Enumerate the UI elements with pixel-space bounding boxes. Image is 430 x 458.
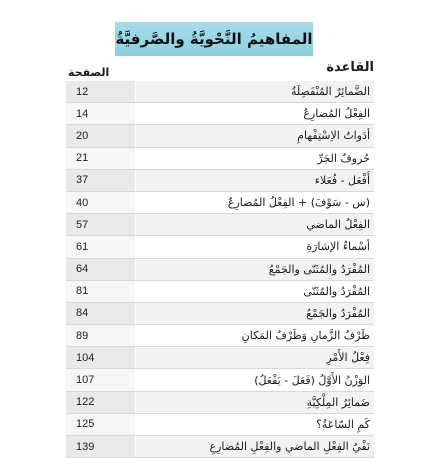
table-row — [66, 414, 374, 436]
rule-name: (س - سَوْفَ) + الفِعْلُ المُضارِعُ — [227, 196, 370, 210]
page-number: 139 — [66, 436, 136, 457]
table-row — [66, 281, 374, 303]
table-row — [66, 392, 374, 414]
rule-name: ظَرْفُ الزَّمانِ وَظَرْفُ المَكانِ — [241, 329, 370, 343]
page-number: 89 — [66, 325, 136, 346]
table-row — [66, 236, 374, 258]
page-number: 20 — [66, 125, 136, 146]
rule-name: الوَزْنُ الأَوَّلُ (فَعَلَ - يَفْعَلُ) — [254, 373, 370, 387]
rule-name: المُفْرَدُ والجَمْعُ — [306, 306, 370, 320]
page-number: 21 — [66, 148, 136, 169]
page-column-header: الصفحة — [68, 66, 110, 79]
rule-name: حُروفُ الجَرِّ — [317, 151, 370, 165]
rule-name: المُفْرَدُ والمُثَنّى — [303, 284, 370, 298]
page-number: 57 — [66, 214, 136, 235]
table-row — [66, 214, 374, 236]
page-number: 64 — [66, 259, 136, 280]
table-row — [66, 170, 374, 192]
title-banner — [115, 22, 313, 56]
page-number: 104 — [66, 347, 136, 368]
contents-table — [66, 81, 374, 458]
table-row — [66, 103, 374, 125]
table-row — [66, 325, 374, 347]
rule-name: أَفْعَل - فُعَلاء — [314, 173, 370, 187]
page-number: 14 — [66, 103, 136, 124]
rule-name: الفِعْلُ الماضي — [306, 218, 370, 232]
table-row — [66, 259, 374, 281]
page-number: 12 — [66, 81, 136, 102]
rule-name: فِعْلُ الأَمْرِ — [326, 351, 370, 365]
table-row — [66, 369, 374, 391]
page-number: 61 — [66, 236, 136, 257]
table-row — [66, 81, 374, 103]
table-row — [66, 192, 374, 214]
table-row — [66, 148, 374, 170]
rule-name: أسْماءُ الإشارَةِ — [306, 240, 370, 254]
table-row — [66, 125, 374, 147]
table-row — [66, 303, 374, 325]
table-row — [66, 436, 374, 458]
page-number: 125 — [66, 414, 136, 435]
rule-name: كَمِ السّاعَةُ؟ — [316, 417, 370, 431]
rule-name: الفِعْلُ المُضارِعُ — [303, 107, 370, 121]
rule-column-header: القاعدة — [326, 60, 374, 75]
page-number: 122 — [66, 392, 136, 413]
rule-name: أدَواتُ الاِسْتِفْهامِ — [297, 129, 370, 143]
page-number: 81 — [66, 281, 136, 302]
rule-name: نَفْيُ الفِعْلِ الماضي والفِعْلِ المُضارِعِ — [209, 440, 370, 454]
page-number: 84 — [66, 303, 136, 324]
table-row — [66, 347, 374, 369]
rule-name: المُفْرَدُ والمُثَنّى والجَمْعُ — [268, 262, 370, 276]
rule-name: الضَّمائِرُ المُنْفَصِلَةُ — [290, 85, 370, 99]
table-header — [66, 60, 374, 82]
page-number: 37 — [66, 170, 136, 191]
rule-name: ضَمائِرُ المِلْكِيَّةِ — [306, 395, 370, 409]
page-number: 40 — [66, 192, 136, 213]
page-title: المفاهيمُ النَّحْويَّةُ والصَّرفيَّةُ — [115, 30, 313, 48]
page-number: 107 — [66, 369, 136, 390]
